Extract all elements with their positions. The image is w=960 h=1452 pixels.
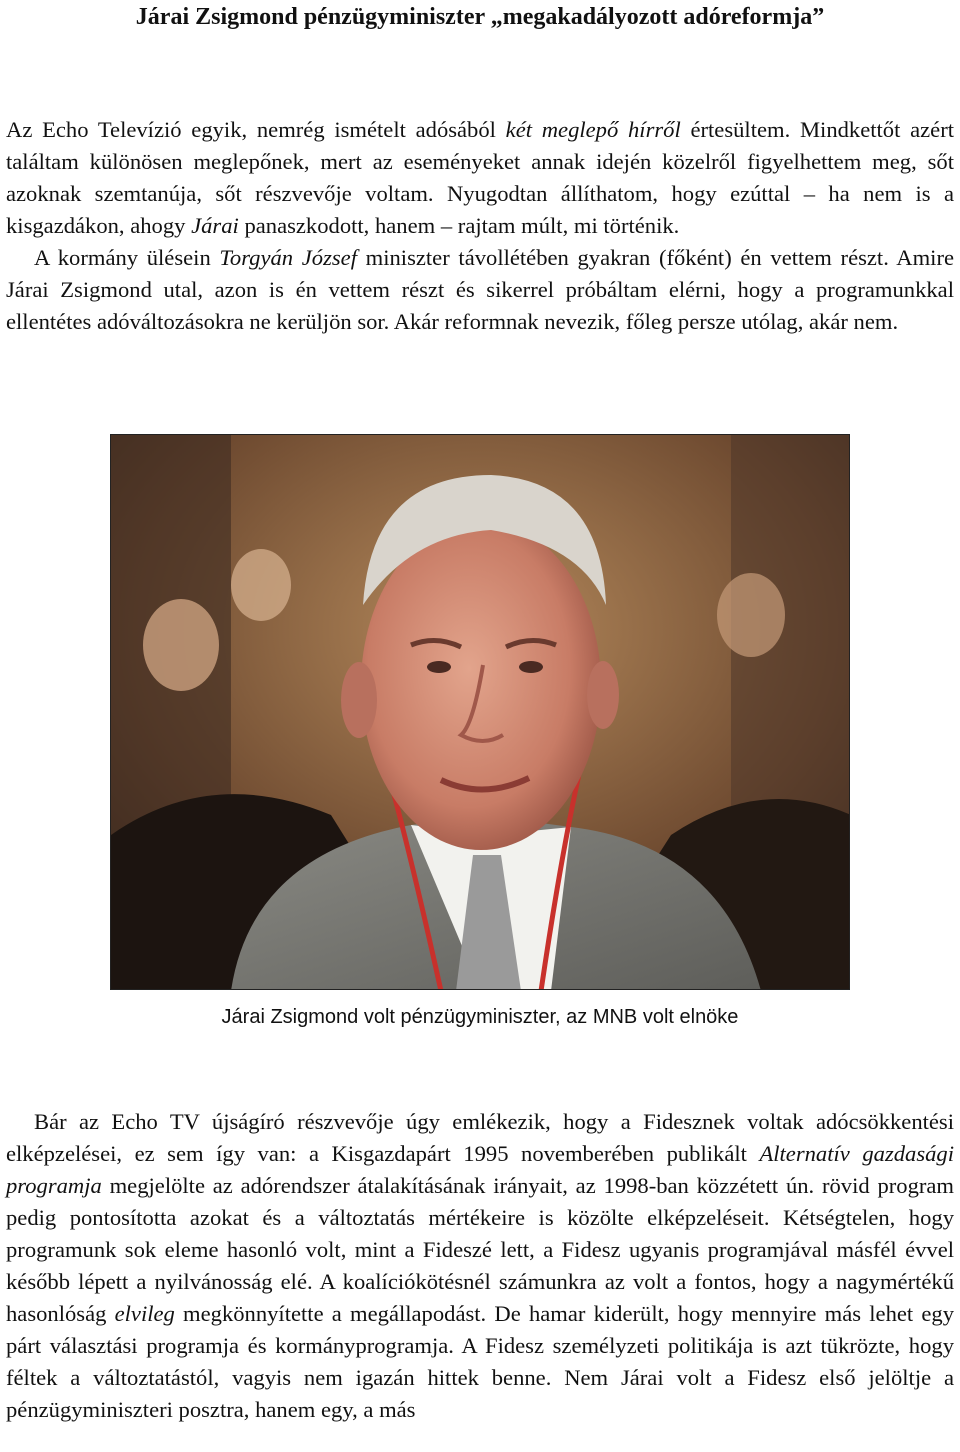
italic-text: Torgyán József [219,245,357,270]
intro-paragraphs [6,114,954,338]
italic-text: két meglepő hírről [505,117,681,142]
portrait-illustration [111,435,850,990]
italic-text: elvileg [114,1301,175,1326]
text-run: A kormány ülésein [34,245,220,270]
text-run: értesültem. Mindkettőt azért találtam különösen meglepőnek, mert az eseményeket annak idején közelről figyelhettem meg, sőt azoknak szemtanúja, sőt részvevője voltam. Nyugodtan állíthatom, hogy ezúttal – ha nem is a kisgazdákon, ahogy [6,117,955,238]
text-run: megkönnyítette a megállapodást. De hamar kiderült, hogy mennyire más lehet egy párt választási programja és kormányprogramja. A Fidesz személyzeti politikája is azt tükrözte, hogy féltek a változtatástól, vagyis nem igazán hittek benne. Nem Járai volt a Fidesz első jelöltje a pénzügyminiszteri posztra, hanem egy, a más [6,1301,954,1422]
article-title: Járai Zsigmond pénzügyminiszter „megakadályozott adóreformja” [135,4,825,30]
photo-caption: Járai Zsigmond volt pénzügyminiszter, az MNB volt elnöke [221,1006,739,1028]
paragraph-1 [6,114,954,242]
paragraph-2 [6,242,954,338]
text-run: miniszter távollétében gyakran (főként) én vettem részt. Amire Járai Zsigmond utal, azon is én vettem részt és sikerrel próbáltam elérni, hogy a programunkkal ellentétes adóváltozásokra ne kerüljön sor. Akár reformnak nevezik, főleg persze utólag, akár nem. [6,245,955,334]
paragraph-3 [6,1106,954,1426]
text-run: megjelölte az adórendszer átalakításának irányait, az 1998-ban közzétett ún. rövid program pedig pontosította azokat és a változtatás mértékeire is közölte elképzeléseit. Kétségtelen, hogy programunk sok eleme hasonló volt, mint a Fideszé lett, a Fidesz ugyanis programjával másfél évvel később lépett a nyilvánosság elé. A koalíciókötésnél számunkra az volt a fontos, hogy a nagymértékű hasonlóság [6,1173,954,1326]
body-paragraphs [6,1106,954,1426]
italic-text: Alternatív gazdasági programja [6,1141,954,1198]
italic-text: Járai [191,213,239,238]
text-run: Bár az Echo TV újságíró részvevője úgy emlékezik, hogy a Fidesznek voltak adócsökkentési elképzelései, ez sem így van: a Kisgazdapárt 1995 novemberében publikált [6,1109,954,1166]
portrait-photo [110,434,850,990]
text-run: Az Echo Televízió egyik, nemrég ismételt adósából [6,117,506,142]
text-run: panaszkodott, hanem – rajtam múlt, mi történik. [238,213,680,238]
